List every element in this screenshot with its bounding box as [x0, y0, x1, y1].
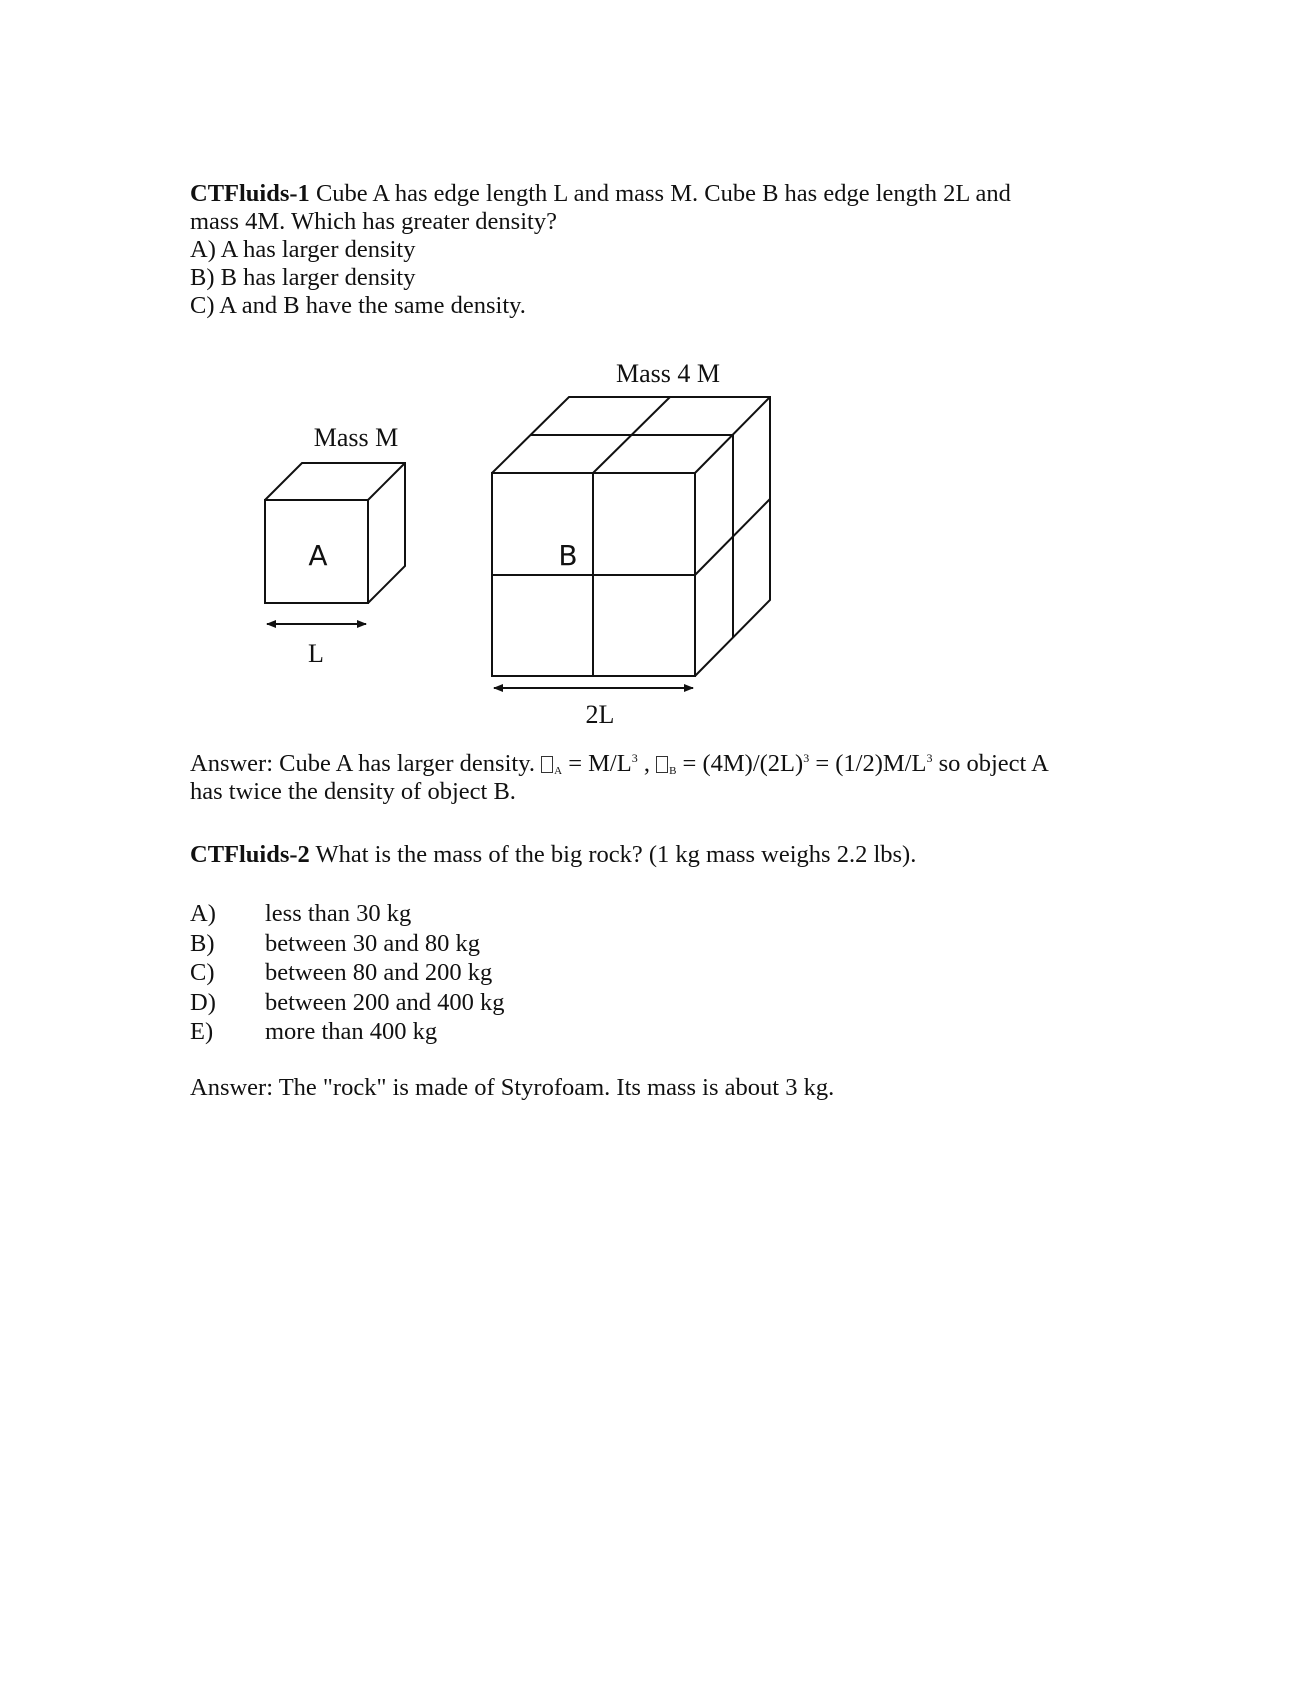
question-2-id: CTFluids-2	[190, 841, 310, 868]
option-label: C)	[190, 959, 215, 986]
answer-1	[190, 750, 1049, 806]
question-1-option-a: A) A has larger density	[190, 236, 416, 263]
answer-1-suffix: so object A	[932, 750, 1049, 777]
cube-a	[265, 463, 405, 603]
cube-a-edge-label: L	[308, 639, 324, 668]
question-2-option	[190, 929, 505, 959]
answer-2: Answer: The "rock" is made of Styrofoam. Its mass is about 3 kg.	[190, 1074, 835, 1101]
answer-1-sup-2: 3	[803, 751, 810, 765]
rho-symbol-icon	[541, 756, 553, 773]
answer-1-sep: ,	[637, 750, 657, 777]
question-1-option-b: B) B has larger density	[190, 264, 416, 291]
option-label: E)	[190, 1018, 214, 1045]
question-2-option	[190, 899, 505, 929]
cube-a-label: A	[308, 539, 328, 572]
question-2	[190, 841, 916, 869]
cube-a-mass-label: Mass M	[313, 423, 399, 452]
answer-1-eq-b: = (4M)/(2L)	[676, 750, 804, 777]
answer-1-line-2: has twice the density of object B.	[190, 778, 516, 805]
cube-b-label: B	[558, 539, 578, 572]
answer-1-line-1	[190, 750, 1049, 778]
question-2-option	[190, 1017, 505, 1047]
option-text: between 30 and 80 kg	[265, 929, 480, 957]
question-1-id: CTFluids-1	[190, 180, 310, 207]
question-2-options	[190, 899, 505, 1047]
option-text: less than 30 kg	[265, 900, 412, 927]
rho-symbol-icon	[656, 756, 668, 773]
answer-1-eq-c: = (1/2)M/L	[809, 750, 927, 777]
option-label: B)	[190, 929, 215, 957]
answer-1-sup-1: 3	[631, 751, 638, 765]
answer-1-prefix: Answer: Cube A has larger density.	[190, 750, 542, 777]
option-text: more than 400 kg	[265, 1018, 438, 1045]
answer-1-sub-b: B	[669, 765, 677, 777]
cube-b-mass-label: Mass 4 M	[615, 359, 721, 388]
option-label: A)	[190, 900, 216, 927]
question-1-option-c: C) A and B have the same density.	[190, 292, 526, 319]
cube-b	[492, 397, 770, 676]
option-label: D)	[190, 988, 216, 1016]
question-2-text: What is the mass of the big rock? (1 kg mass weighs 2.2 lbs).	[309, 841, 917, 868]
question-1-line-2: mass 4M. Which has greater density?	[190, 208, 557, 235]
question-2-option	[190, 988, 505, 1018]
answer-1-eq-a: = M/L	[562, 750, 632, 777]
cube-b-edge-label: 2L	[585, 700, 615, 729]
question-2-option	[190, 958, 505, 988]
option-text: between 200 and 400 kg	[265, 988, 505, 1016]
question-1-text-1: Cube A has edge length L and mass M. Cube B has edge length 2L and	[315, 180, 1011, 207]
answer-1-sub-a: A	[554, 765, 563, 777]
option-text: between 80 and 200 kg	[265, 959, 493, 986]
answer-1-sup-3: 3	[926, 751, 933, 765]
